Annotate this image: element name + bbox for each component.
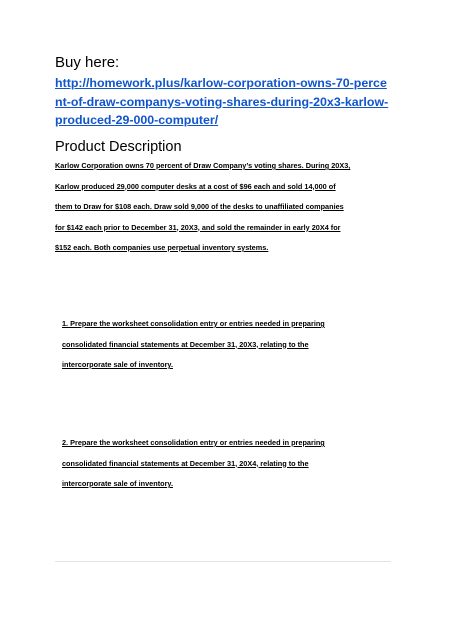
product-description-heading: Product Description	[55, 139, 182, 155]
description-line: Karlow produced 29,000 computer desks at a cost of $96 each and sold 14,000 of	[55, 181, 336, 191]
product-description-text	[55, 156, 400, 259]
question-line: intercorporate sale of inventory.	[62, 479, 173, 488]
description-line: them to Draw for $108 each. Draw sold 9,000 of the desks to unaffiliated companies	[55, 202, 344, 211]
footer-divider	[55, 561, 391, 562]
description-line: Karlow Corporation owns 70 percent of Draw Company’s voting shares. During 20X3,	[55, 161, 351, 170]
description-line: for $142 each prior to December 31, 20X3, and sold the remainder in early 20X4 for	[55, 222, 341, 232]
question-line: intercorporate sale of inventory.	[62, 360, 173, 369]
question-line: consolidated financial statements at December 31, 20X3, relating to the	[62, 339, 309, 349]
question-line: 1. Prepare the worksheet consolidation entry or entries needed in preparing	[62, 319, 325, 328]
question-line: 2. Prepare the worksheet consolidation entry or entries needed in preparing	[62, 438, 325, 447]
product-link-line[interactable]: nt-of-draw-companys-voting-shares-during-20x3-karlow-	[55, 94, 389, 109]
product-link-line[interactable]: produced-29-000-computer/	[55, 113, 219, 127]
buy-here-label: Buy here:	[55, 54, 120, 71]
description-line: $152 each. Both companies use perpetual inventory systems.	[55, 243, 269, 252]
question-line: consolidated financial statements at December 31, 20X4, relating to the	[62, 458, 309, 468]
question-2	[62, 433, 325, 495]
product-link-line[interactable]: http://homework.plus/karlow-corporation-owns-70-perce	[55, 76, 387, 90]
question-1	[62, 314, 325, 376]
product-link[interactable]	[55, 74, 400, 130]
